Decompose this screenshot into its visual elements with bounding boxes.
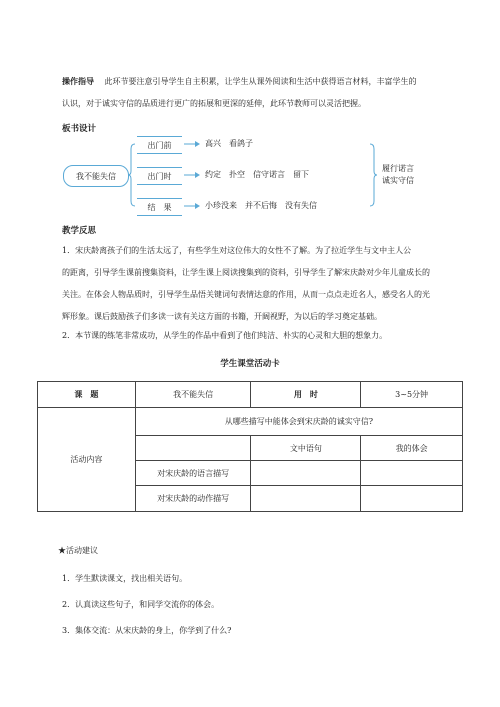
reflection-line: 的距离，引导学生课前搜集资料，让学生课上阅读搜集到的资料，引导学生了解宋庆龄对少年儿童成长的	[62, 268, 430, 277]
row-action-feel-cell[interactable]	[361, 486, 463, 512]
reflection-line: 1．宋庆龄离孩子们的生活太远了，有些学生对这位伟大的女性不了解。为了拉近学生与文中主人公	[62, 246, 412, 255]
column-feel-header: 我的体会	[361, 436, 463, 461]
activity-card-table	[37, 381, 463, 512]
reflection-line: 关注。在体会人物品质时，引导学生品悟关键词句表情达意的作用，从而一点点走近名人，感受名人的光	[62, 290, 430, 299]
board-diagram	[55, 135, 475, 215]
board-summary	[382, 163, 432, 187]
board-summary-line-2: 诚实守信	[382, 176, 414, 185]
board-text-before: 高兴 看鸽子	[205, 139, 253, 148]
row-language-feel-cell[interactable]	[361, 461, 463, 486]
empty-cell	[135, 436, 251, 461]
guide-line-1: 此环节要注意引导学生自主积累，让学生从课外阅读和生活中获得语言材料，丰富学生的	[104, 77, 417, 86]
row-language-label: 对宋庆龄的语言描写	[135, 461, 251, 486]
activity-tip-2: 2．认真读这些句子，和同学交流你的体会。	[62, 600, 220, 609]
activity-question: 从哪些描写中能体会到宋庆龄的诚实守信?	[135, 408, 462, 436]
topic-label: 课 题	[38, 382, 136, 408]
row-language-text-cell[interactable]	[251, 461, 361, 486]
time-label: 用 时	[251, 382, 361, 408]
board-summary-line-1: 履行诺言	[382, 164, 414, 173]
column-text-header: 文中语句	[251, 436, 361, 461]
reflection-paragraph-2: 2．本节课的练笔非常成功，从学生的作品中看到了他们纯洁、朴实的心灵和大胆的想象力。	[62, 331, 388, 340]
reflection-heading: 教学反思	[62, 226, 97, 236]
time-value: 3~5分钟	[361, 382, 463, 408]
board-heading: 板书设计	[62, 124, 97, 134]
reflection-line: 辉形象。课后鼓励孩子们多读一读有关这方面的书籍，开阔视野，为以后的学习奠定基础。	[62, 312, 382, 321]
activity-tip-3: 3．集体交流：从宋庆龄的身上，你学到了什么?	[62, 626, 232, 635]
activity-label: 活动内容	[38, 408, 136, 512]
guide-line-2: 认识，对于诚实守信的品质进行更广的拓展和更深的延伸，此环节教师可以灵活把握。	[62, 99, 366, 108]
board-node-result: 结 果	[137, 198, 182, 216]
topic-value: 我不能失信	[135, 382, 251, 408]
board-text-result: 小珍没来 并不后悔 没有失信	[205, 201, 317, 210]
activity-tip-1: 1．学生默读课文，找出相关语句。	[62, 574, 188, 583]
board-node-before: 出门前	[137, 136, 182, 154]
board-text-during: 约定 扑空 信守诺言 留下	[205, 170, 309, 179]
guide-label: 操作指导	[62, 77, 94, 86]
row-action-text-cell[interactable]	[251, 486, 361, 512]
reflection-paragraph-1	[62, 240, 457, 328]
guide-paragraph	[62, 71, 457, 115]
activity-card-title: 学生课堂活动卡	[220, 359, 280, 369]
board-node-during: 出门时	[137, 167, 182, 185]
row-action-label: 对宋庆龄的动作描写	[135, 486, 251, 512]
activity-tips-heading: ★活动建议	[58, 546, 98, 555]
board-main-title: 我不能失信	[63, 165, 129, 187]
